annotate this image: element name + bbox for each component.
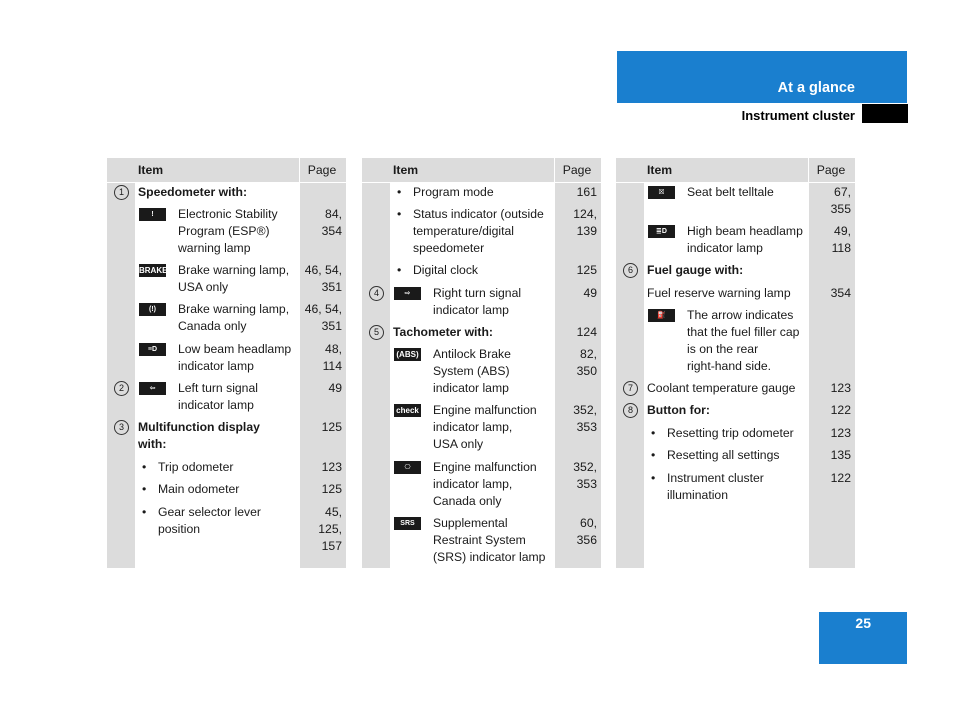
item-text <box>433 459 537 510</box>
item-text <box>647 380 795 397</box>
item-text <box>178 301 289 335</box>
page-ref-line: 352, <box>573 460 597 474</box>
check-engine-icon: check engine <box>394 406 421 428</box>
page-reference <box>831 447 851 464</box>
item-text-line: Brake warning lamp, <box>178 302 290 316</box>
engine-icon: ⎔ <box>394 461 421 474</box>
page-reference <box>831 184 851 218</box>
item-text-line: indicator lamp <box>433 381 509 395</box>
page-ref-line: 84, <box>325 207 342 221</box>
page-ref-line: 351 <box>321 319 342 333</box>
page-ref-line: 125 <box>321 482 342 496</box>
item-text-line: Main odometer <box>158 482 240 496</box>
item-text-line: Instrument cluster <box>667 471 764 485</box>
page-ref-line: 157 <box>321 539 342 553</box>
page-ref-line: 125, <box>318 522 342 536</box>
bullet-icon: • <box>142 505 147 519</box>
page-reference <box>305 301 342 335</box>
header-separator <box>554 158 555 182</box>
item-text-line: Button for: <box>647 403 710 417</box>
item-text-line: USA only <box>433 437 484 451</box>
item-text <box>667 425 794 442</box>
item-text-line: indicator lamp <box>178 398 254 412</box>
item-text-line: indicator lamp <box>433 303 509 317</box>
item-text-line: that the fuel filler cap <box>687 325 800 339</box>
brake-circle-icon: (!) <box>139 303 166 316</box>
page-reference <box>577 515 597 549</box>
item-text <box>433 346 511 397</box>
item-text-line: Program mode <box>413 185 494 199</box>
page-ref-line: 135 <box>830 448 851 462</box>
item-column-header: Item <box>647 163 673 177</box>
page-ref-line: 45, <box>325 505 342 519</box>
page-reference <box>305 262 342 296</box>
item-text <box>393 324 493 341</box>
bullet-icon: • <box>651 471 656 485</box>
item-table-3 <box>616 158 855 568</box>
item-text <box>158 481 239 498</box>
page-reference <box>318 504 342 555</box>
page-reference <box>322 481 342 498</box>
item-text-line: Electronic Stability <box>178 207 278 221</box>
page-ref-line: 122 <box>830 471 851 485</box>
page-ref-line: 354 <box>321 224 342 238</box>
callout-number: 8 <box>623 403 638 418</box>
number-column-bg <box>107 158 135 568</box>
page-reference <box>831 285 851 302</box>
left-arrow-icon: ⇦ <box>139 382 166 395</box>
page-ref-line: 124, <box>573 207 597 221</box>
item-text-line: Fuel gauge with: <box>647 263 744 277</box>
item-text-line: is on the rear <box>687 342 759 356</box>
page-ref-line: 125 <box>576 263 597 277</box>
page-reference <box>577 324 597 341</box>
callout-number: 4 <box>369 286 384 301</box>
item-text <box>178 341 291 375</box>
page-ref-line: 356 <box>576 533 597 547</box>
item-text-line: warning lamp <box>178 241 251 255</box>
item-text-line: The arrow indicates <box>687 308 794 322</box>
page-reference <box>573 402 597 436</box>
header-tab-marker <box>862 104 908 123</box>
page-reference <box>577 262 597 279</box>
page-ref-line: 123 <box>321 460 342 474</box>
page-reference <box>831 470 851 487</box>
page-reference <box>328 380 342 397</box>
callout-number: 5 <box>369 325 384 340</box>
item-text-line: illumination <box>667 488 728 502</box>
item-text <box>433 285 521 319</box>
item-text-line: Supplemental <box>433 516 508 530</box>
item-text-line: Coolant temperature gauge <box>647 381 796 395</box>
page-ref-line: 49, <box>834 224 851 238</box>
page-column-header: Page <box>307 163 337 177</box>
item-text <box>687 307 799 375</box>
page-ref-line: 350 <box>576 364 597 378</box>
item-text-line: Multifunction display <box>138 420 260 434</box>
item-text-line: Resetting all settings <box>667 448 780 462</box>
item-text <box>413 262 478 279</box>
table-header <box>107 158 346 183</box>
item-text-line: with: <box>138 437 167 451</box>
callout-number: 2 <box>114 381 129 396</box>
header-separator <box>808 158 809 182</box>
page-number: 25 <box>855 615 871 631</box>
item-text <box>178 206 278 257</box>
bullet-icon: • <box>651 426 656 440</box>
table-header <box>362 158 601 183</box>
item-text <box>433 515 545 566</box>
page-reference <box>323 341 342 375</box>
item-text-line: Program (ESP®) <box>178 224 270 238</box>
item-text <box>158 459 233 476</box>
item-text-line: temperature/digital <box>413 224 514 238</box>
item-text-line: USA only <box>178 280 229 294</box>
item-text <box>667 447 779 464</box>
item-text-line: indicator lamp <box>178 359 254 373</box>
item-text-line: Trip odometer <box>158 460 234 474</box>
callout-number: 7 <box>623 381 638 396</box>
item-text-line: Low beam headlamp <box>178 342 292 356</box>
page-reference <box>573 206 597 240</box>
item-text-line: Engine malfunction <box>433 460 537 474</box>
page-ref-line: 352, <box>573 403 597 417</box>
item-text-line: Resetting trip odometer <box>667 426 794 440</box>
item-text <box>178 262 289 296</box>
page-ref-line: 67, <box>834 185 851 199</box>
page-ref-line: 122 <box>830 403 851 417</box>
page-ref-line: 161 <box>576 185 597 199</box>
callout-number: 3 <box>114 420 129 435</box>
item-text-line: Digital clock <box>413 263 479 277</box>
page-ref-line: 124 <box>576 325 597 339</box>
brake-icon: BRAKE <box>139 266 168 275</box>
bullet-icon: • <box>651 448 656 462</box>
page-reference <box>583 285 597 302</box>
item-text <box>178 380 258 414</box>
item-text-line: System (ABS) <box>433 364 510 378</box>
number-column-bg <box>616 158 644 568</box>
item-text <box>647 285 791 302</box>
page-ref-line: 355 <box>830 202 851 216</box>
item-text <box>687 223 803 257</box>
item-text-line: Status indicator (outside <box>413 207 544 221</box>
bullet-icon: • <box>142 482 147 496</box>
header-bar <box>617 51 907 103</box>
item-text-line: Brake warning lamp, <box>178 263 290 277</box>
item-text-line: position <box>158 522 201 536</box>
page-reference <box>573 459 597 493</box>
item-text-line: (SRS) indicator lamp <box>433 550 546 564</box>
page-ref-line: 123 <box>830 426 851 440</box>
page-ref-line: 123 <box>830 381 851 395</box>
item-text <box>647 402 710 419</box>
high-beam-icon: ≣D <box>648 225 675 238</box>
callout-number: 1 <box>114 185 129 200</box>
item-text-line: Tachometer with: <box>393 325 493 339</box>
page-ref-line: 60, <box>580 516 597 530</box>
page-reference <box>831 402 851 419</box>
item-text <box>413 184 494 201</box>
item-text-line: Seat belt telltale <box>687 185 774 199</box>
item-text-line: indicator lamp <box>687 241 763 255</box>
warning-triangle-icon: ! <box>139 208 166 221</box>
page-reference <box>322 459 342 476</box>
page-ref-line: 139 <box>576 224 597 238</box>
section-title: At a glance <box>777 80 855 96</box>
item-text <box>158 504 261 538</box>
page-reference <box>322 206 342 240</box>
item-text-line: Canada only <box>178 319 247 333</box>
page-reference <box>577 346 597 380</box>
page-ref-line: 82, <box>580 347 597 361</box>
header-separator <box>299 158 300 182</box>
item-text <box>138 419 260 453</box>
bullet-icon: • <box>397 263 402 277</box>
page-ref-line: 118 <box>831 241 851 255</box>
bullet-icon: • <box>397 207 402 221</box>
item-text-line: High beam headlamp <box>687 224 803 238</box>
item-text <box>667 470 764 504</box>
item-text-line: Fuel reserve warning lamp <box>647 286 791 300</box>
item-text-line: Speedometer with: <box>138 185 248 199</box>
item-table-2 <box>362 158 601 568</box>
page-ref-line: 353 <box>576 420 597 434</box>
item-column-header: Item <box>393 163 419 177</box>
page-ref-line: 353 <box>576 477 597 491</box>
item-text-line: speedometer <box>413 241 485 255</box>
subsection-title: Instrument cluster <box>741 108 855 123</box>
srs-icon: SRS <box>394 517 421 530</box>
page-reference <box>832 223 851 257</box>
page-reference <box>322 419 342 436</box>
item-table-1 <box>107 158 346 568</box>
page-ref-line: 351 <box>321 280 342 294</box>
item-text-line: Right turn signal <box>433 286 522 300</box>
item-text-line: Canada only <box>433 494 502 508</box>
low-beam-icon: ≡D <box>139 343 166 356</box>
number-column-bg <box>362 158 390 568</box>
seat-belt-icon: ☒ <box>648 186 675 199</box>
bullet-icon: • <box>397 185 402 199</box>
page-column-header: Page <box>562 163 592 177</box>
page-reference <box>831 425 851 442</box>
page-ref-line: 354 <box>830 286 851 300</box>
item-text-line: Engine malfunction <box>433 403 537 417</box>
page-ref-line: 46, 54, <box>304 263 342 277</box>
item-text <box>433 402 537 453</box>
item-text <box>138 184 247 201</box>
item-text <box>647 262 743 279</box>
item-text-line: right-hand side. <box>687 359 772 373</box>
page-ref-line: 49 <box>328 381 342 395</box>
page-reference <box>577 184 597 201</box>
page-ref-line: 125 <box>321 420 342 434</box>
item-text-line: indicator lamp, <box>433 477 513 491</box>
fuel-pump-icon: ⛽ <box>648 309 675 322</box>
bullet-icon: • <box>142 460 147 474</box>
item-text <box>687 184 774 201</box>
item-text-line: Left turn signal <box>178 381 258 395</box>
abs-icon: (ABS) <box>394 348 421 361</box>
page-ref-line: 49 <box>583 286 597 300</box>
table-header <box>616 158 855 183</box>
page-ref-line: 48, <box>325 342 342 356</box>
page-ref-line: 114 <box>322 359 342 373</box>
page-ref-line: 46, 54, <box>304 302 342 316</box>
page-column-header: Page <box>816 163 846 177</box>
right-arrow-icon: ⇨ <box>394 287 421 300</box>
item-text-line: Antilock Brake <box>433 347 511 361</box>
callout-number: 6 <box>623 263 638 278</box>
item-text-line: Gear selector lever <box>158 505 261 519</box>
page-reference <box>831 380 851 397</box>
page-column-bg <box>809 158 855 568</box>
item-text <box>413 206 544 257</box>
item-text-line: indicator lamp, <box>433 420 513 434</box>
item-column-header: Item <box>138 163 164 177</box>
item-text-line: Restraint System <box>433 533 526 547</box>
